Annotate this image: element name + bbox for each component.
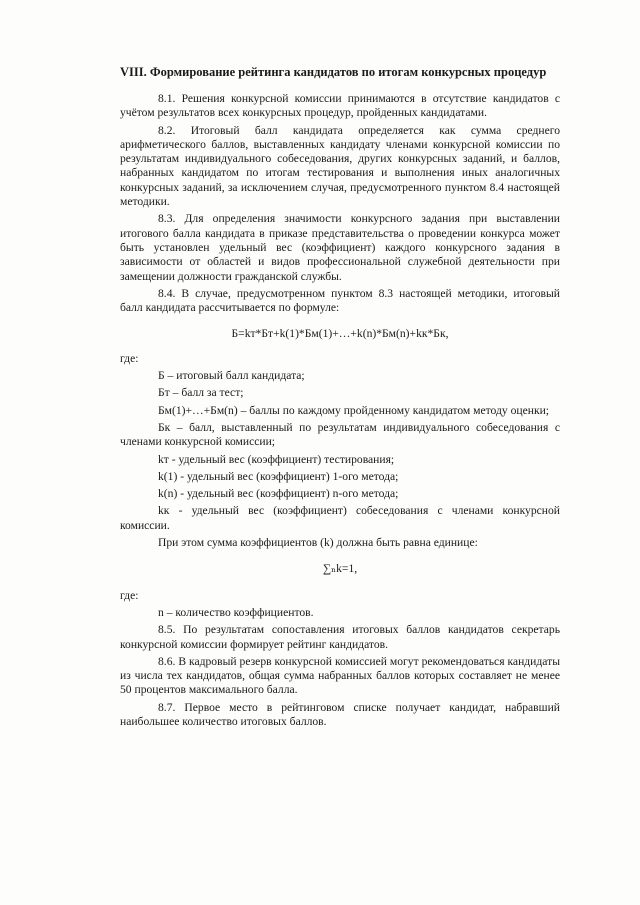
definition-bt: Бт – балл за тест; — [158, 386, 244, 400]
definition-kk: kк - удельный вес (коэффициент) собеседования с членами конкурсной комиссии. — [120, 504, 560, 532]
definition-kt: kт - удельный вес (коэффициент) тестирования; — [158, 452, 395, 466]
paragraph-8-7: 8.7. Первое место в рейтинговом списке получает кандидат, набравший наибольшее количество итоговых баллов. — [120, 700, 560, 728]
definition-kn: k(n) - удельный вес (коэффициент) n-ого метода; — [158, 487, 399, 501]
section-title: VIII. Формирование рейтинга кандидатов по итогам конкурсных процедур — [120, 65, 547, 79]
coefficients-sum-note: При этом сумма коэффициентов (k) должна быть равна единице: — [158, 536, 478, 550]
paragraph-8-6: 8.6. В кадровый резерв конкурсной комиссией могут рекомендоваться кандидаты из числа тех кандидатов, общая сумма набранных баллов которых составляет не менее 50 процентов максимального балла. — [120, 654, 560, 697]
definition-k1: k(1) - удельный вес (коэффициент) 1-ого метода; — [158, 469, 399, 483]
coefficients-sum-formula: ∑ₙk=1, — [322, 562, 358, 576]
paragraph-8-3: 8.3. Для определения значимости конкурсного задания при выставлении итогового балла кандидата в приказе представительства о проведении конкурса может быть установлен удельный вес (коэффициент) каждого конкурсного задания в зависимости от областей и видов профессиональной служебной деятельности при замещении должности гражданской службы. — [120, 212, 560, 283]
paragraph-8-5: 8.5. По результатам сопоставления итоговых баллов кандидатов секретарь конкурсной комиссии формирует рейтинг кандидатов. — [120, 623, 560, 651]
definition-b: Б – итоговый балл кандидата; — [158, 369, 305, 383]
definition-n: n – количество коэффициентов. — [158, 605, 314, 619]
paragraph-8-4: 8.4. В случае, предусмотренном пунктом 8.3 настоящей методики, итоговый балл кандидата рассчитывается по формуле: — [120, 286, 560, 315]
paragraph-8-2: 8.2. Итоговый балл кандидата определяется как сумма среднего арифметического баллов, выставленных кандидату членами конкурсной комиссии по результатам индивидуального собеседования, других конкурсных заданий, и баллов, набранных кандидатом по итогам тестирования и выполнения иных аналогичных конкурсных заданий, за исключением случая, предусмотренного пунктом 8.4 настоящей методики. — [120, 123, 560, 209]
where-label-2: где: — [120, 588, 139, 602]
document-body — [120, 92, 560, 732]
rating-formula: Б=kт*Бт+k(1)*Бм(1)+…+k(n)*Бм(n)+kк*Бк, — [231, 327, 449, 341]
definition-bm: Бм(1)+…+Бм(n) – баллы по каждому пройденному кандидатом методу оценки; — [158, 403, 550, 417]
paragraph-8-1: 8.1. Решения конкурсной комиссии принимаются в отсутствие кандидатов с учётом результатов всех конкурсных процедур, пройденных кандидатами. — [120, 92, 560, 120]
definition-bk: Бк – балл, выставленный по результатам индивидуального собеседования с членами конкурсной комиссии; — [120, 420, 560, 449]
where-label: где: — [120, 351, 139, 365]
